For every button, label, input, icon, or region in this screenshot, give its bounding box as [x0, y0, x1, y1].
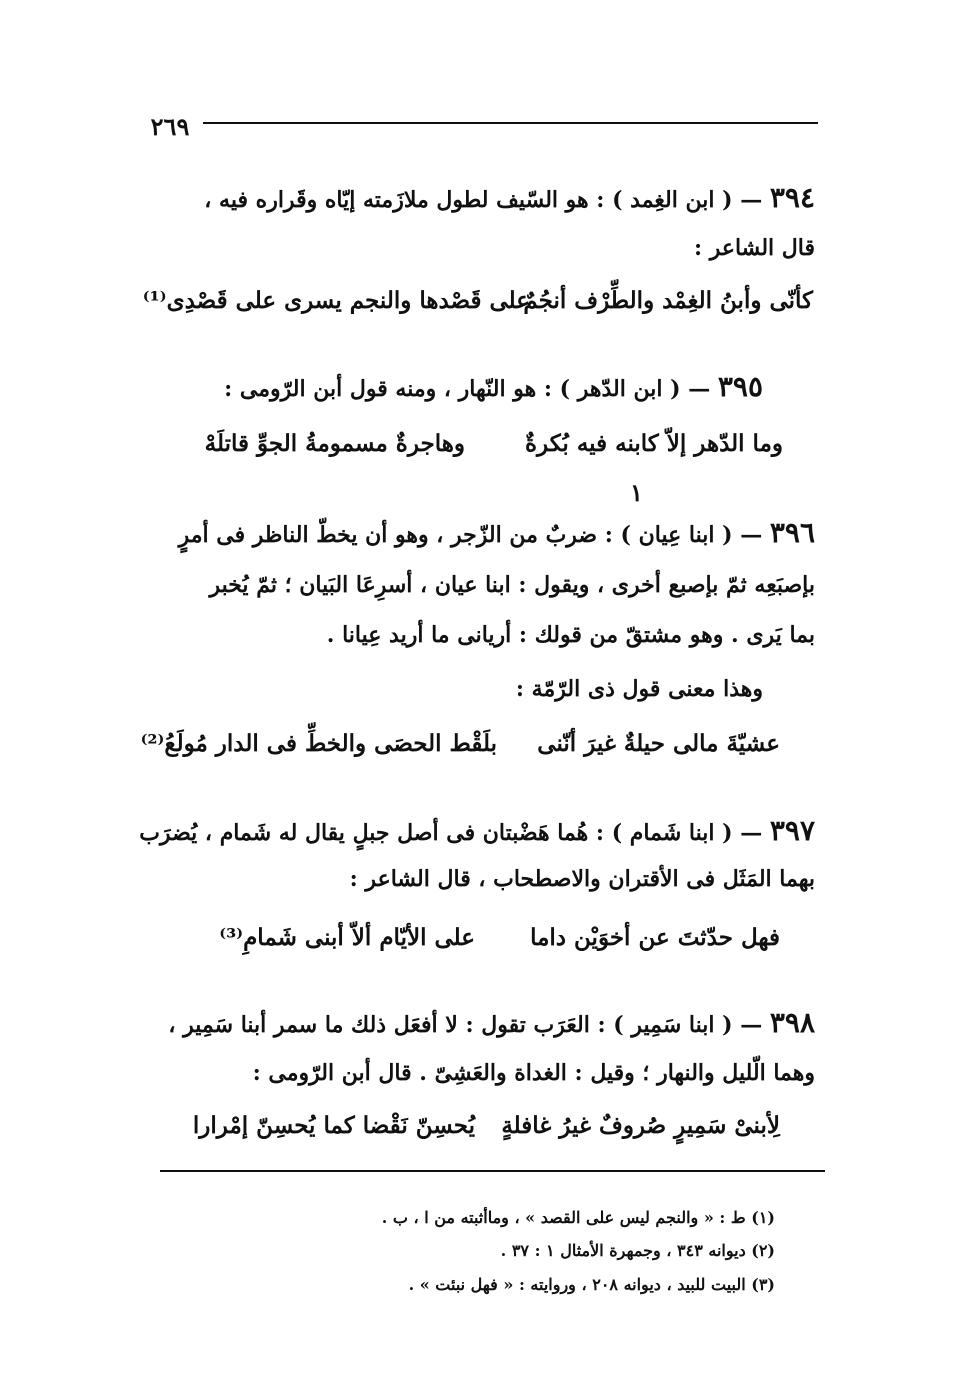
entry-398-line-1: ٣٩٨ — ( ابنا سَمِير ) : العَرَب تقول : لا أفعَل ذلك ما سمر أبنا سَمِير ،: [168, 1006, 815, 1039]
entry-396-verse-second-hemistich: بلَقْط الحصَى والخطِّ فى الدار مُولَعُ⁽²⁾: [140, 730, 497, 757]
entry-397-number: ٣٩٧: [769, 814, 815, 847]
entry-397-verse-second-hemistich: على الأيّام ألاّ أبنى شَمامِ⁽³⁾: [219, 924, 475, 951]
entry-397-line-1: ٣٩٧ — ( ابنا شَمام ) : هُما هَضْبتان فى أصل جبلٍ يقال له شَمام ، يُضرَب: [139, 814, 815, 847]
entry-395-line-1: ٣٩٥ — ( ابن الدّهر ) : هو النّهار ، ومنه قول أبن الرّومى :: [224, 370, 763, 403]
entry-398-verse-first-hemistich: لِأبنىْ سَمِيرٍ صُروفٌ غيرُ غافلةٍ: [501, 1112, 780, 1139]
entry-395-verse-first-hemistich: وما الدّهر إلاّ كابنه فيه بُكرةٌ: [524, 430, 783, 457]
entry-396-line-3: بما يَرى . وهو مشتقّ من قولك : أريانى ما أريد عِيانا .: [326, 622, 815, 648]
header-rule: [203, 122, 818, 124]
entry-396-line-2: بإصبَعِه ثمّ بإصبع أخرى ، ويقول : ابنا عيان ، أسرِعَا البَيان ؛ ثمّ يُخبر: [209, 572, 815, 598]
footnote-rule: [160, 1170, 825, 1172]
entry-395-number: ٣٩٥: [717, 370, 763, 403]
entry-398-line-2: وهما الّليل والنهار ؛ وقيل : الغداة والعَشِىّ . قال أبن الرّومى :: [252, 1060, 815, 1086]
entry-394-number: ٣٩٤: [769, 181, 815, 214]
footnote-1: (١) ط : « والنجم ليس على القصد » ، وماأثبته من ا ، ب .: [381, 1208, 775, 1227]
footnote-3: (٣) البيت للبيد ، ديوانه ٢٠٨ ، وروايته : « فهل نبئت » .: [408, 1275, 775, 1294]
page-number: ٢٦٩: [150, 112, 190, 141]
margin-marker: ١: [630, 478, 643, 507]
entry-394-line-1: ٣٩٤ — ( ابن الغِمد ) : هو السّيف لطول ملازَمته إيّاه وقَراره فيه ،: [204, 181, 815, 214]
entry-396-line-1: ٣٩٦ — ( ابنا عِيان ) : ضربٌ من الزّجر ، وهو أن يخطّ الناظر فى أمرٍ: [178, 516, 815, 549]
entry-396-verse-first-hemistich: عشيّةَ مالى حيلةٌ غيرَ أنّنى: [537, 730, 780, 757]
entry-394-verse-second-hemistich: على قَصْدها والنجم يسرى على قَصْدِى⁽¹⁾: [142, 287, 530, 314]
footnote-2: (٢) ديوانه ٣٤٣ ، وجمهرة الأمثال ١ : ٣٧ .: [500, 1241, 775, 1260]
entry-398-verse-second-hemistich: يُحسِنّ نَقْضا كما يُحسِنّ إمْرارا: [192, 1112, 475, 1139]
entry-395-verse-second-hemistich: وهاجرةٌ مسمومةُ الجوِّ قاتلَهْ: [204, 430, 465, 457]
entry-397-verse-first-hemistich: فهل حدّثتَ عن أخوَيْن داما: [530, 924, 780, 951]
entry-397-line-2: بهما المَثَل فى الأقتران والاصطحاب ، قال الشاعر :: [349, 866, 815, 892]
entry-398-number: ٣٩٨: [769, 1006, 815, 1039]
entry-396-number: ٣٩٦: [769, 516, 815, 549]
entry-394-verse-first-hemistich: كأنّى وأبنُ الغِمْد والطِّرْف أنجُمٌ: [523, 287, 813, 314]
entry-396-line-4: وهذا معنى قول ذى الرّمّة :: [515, 676, 763, 702]
entry-394-line-2: قال الشاعر :: [693, 235, 815, 261]
